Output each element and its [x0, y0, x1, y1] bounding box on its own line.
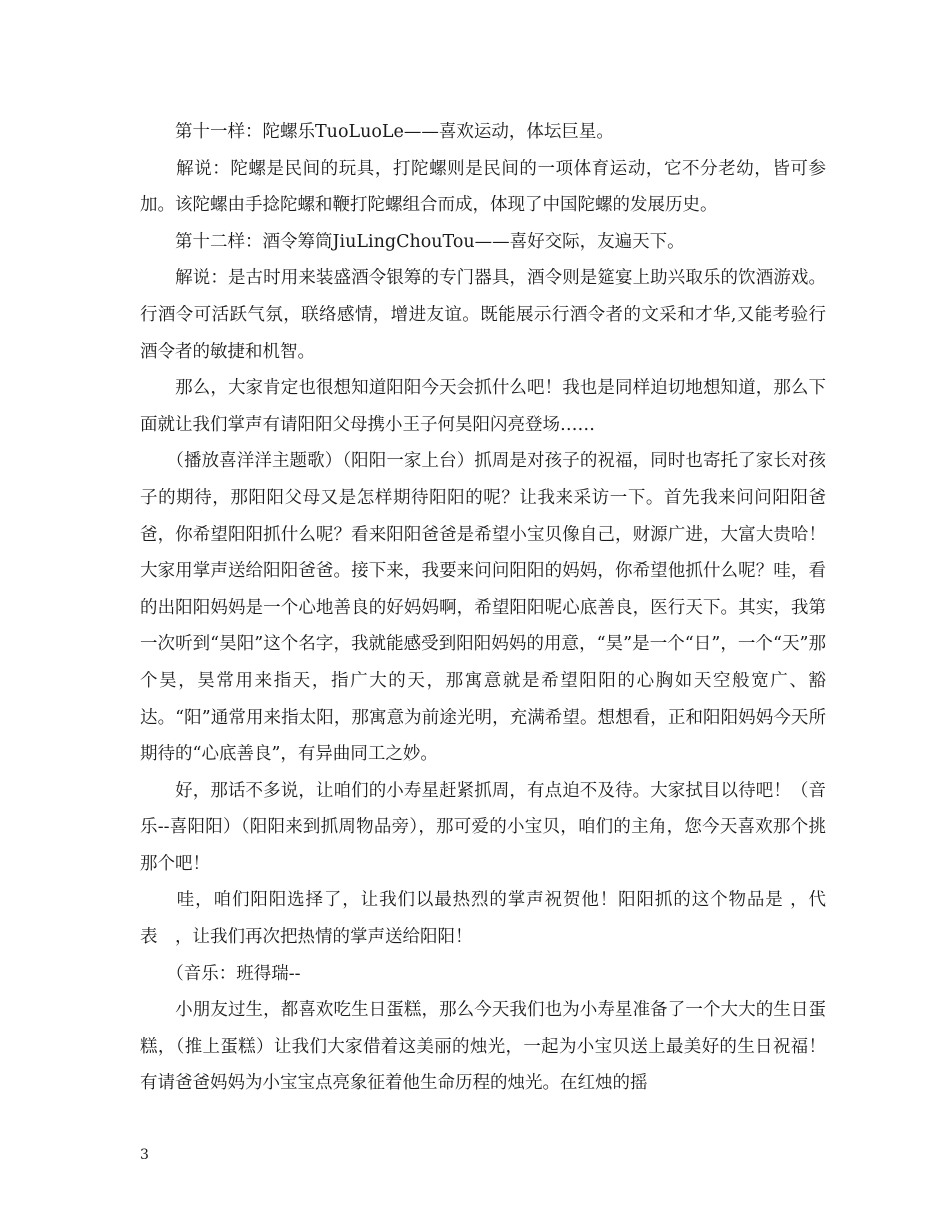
- paragraph-item-11-explanation: 解说：陀螺是民间的玩具，打陀螺则是民间的一项体育运动，它不分老幼，皆可参加。该陀螺由手捻陀螺和鞭打陀螺组合而成，体现了中国陀螺的发展历史。: [140, 158, 826, 216]
- paragraph-music-cue: （音乐：班得瑞--: [140, 963, 301, 984]
- paragraph-item-11: 第十一样：陀螺乐TuoLuoLe——喜欢运动，体坛巨星。: [140, 122, 614, 142]
- paragraph-parents-interview: （播放喜洋洋主题歌）（阳阳一家上台）抓周是对孩子的祝福，同时也寄托了家长对孩子的期待，那阳阳父母又是怎样期待阳阳的呢？让我来采访一下。首先我来问问阳阳爸爸，你希望阳阳抓什么呢？看来阳阳爸爸是希望小宝贝像自己，财源广进，大富大贵哈！大家用掌声送给阳阳爸爸。接下来，我要来问问阳阳的妈妈，你希望他抓什么呢？哇，看的出阳阳妈妈是一个心地善良的好妈妈啊，希望阳阳呢心底善良，医行天下。其实，我第一次听到“昊阳”这个名字，我就能感受到阳阳妈妈的用意，“昊”是一个“日”，一个“天”那个昊，昊常用来指天，指广大的天，那寓意就是希望阳阳的心胸如天空般宽广、豁达。“阳”通常用来指太阳，那寓意为前途光明，充满希望。想想看，正和阳阳妈妈今天所期待的“心底善良”，有异曲同工之妙。: [140, 451, 826, 765]
- paragraph-item-12-explanation: 解说：是古时用来装盛酒令银筹的专门器具，酒令则是筵宴上助兴取乐的饮酒游戏。行酒令可活跃气氛，联络感情，增进友谊。既能展示行酒令者的文采和才华,又能考验行酒令者的敏捷和机智。: [140, 268, 826, 362]
- paragraph-grab-result: 哇，咱们阳阳选择了，让我们以最热烈的掌声祝贺他！阳阳抓的这个物品是 ，代表 ，让我们再次把热情的掌声送给阳阳！: [140, 890, 826, 948]
- paragraph-introduction: 那么，大家肯定也很想知道阳阳今天会抓什么吧！我也是同样迫切地想知道，那么下面就让我们掌声有请阳阳父母携小王子何昊阳闪亮登场……: [140, 378, 826, 435]
- paragraph-birthday-cake: 小朋友过生，都喜欢吃生日蛋糕，那么今天我们也为小寿星准备了一个大大的生日蛋糕，（推上蛋糕）让我们大家借着这美丽的烛光，一起为小宝贝送上最美好的生日祝福！有请爸爸妈妈为小宝宝点亮象征着他生命历程的烛光。在红烛的摇: [140, 1000, 826, 1094]
- paragraph-item-12: 第十二样：酒令筹筒JiuLingChouTou——喜好交际，友遍天下。: [140, 231, 685, 252]
- page-number: 3: [140, 1147, 149, 1163]
- document-body: [140, 114, 826, 1102]
- paragraph-grab-start: 好，那话不多说，让咱们的小寿星赶紧抓周，有点迫不及待。大家拭目以待吧！（音乐--喜阳阳）（阳阳来到抓周物品旁），那可爱的小宝贝，咱们的主角，您今天喜欢那个挑那个吧！: [140, 780, 826, 874]
